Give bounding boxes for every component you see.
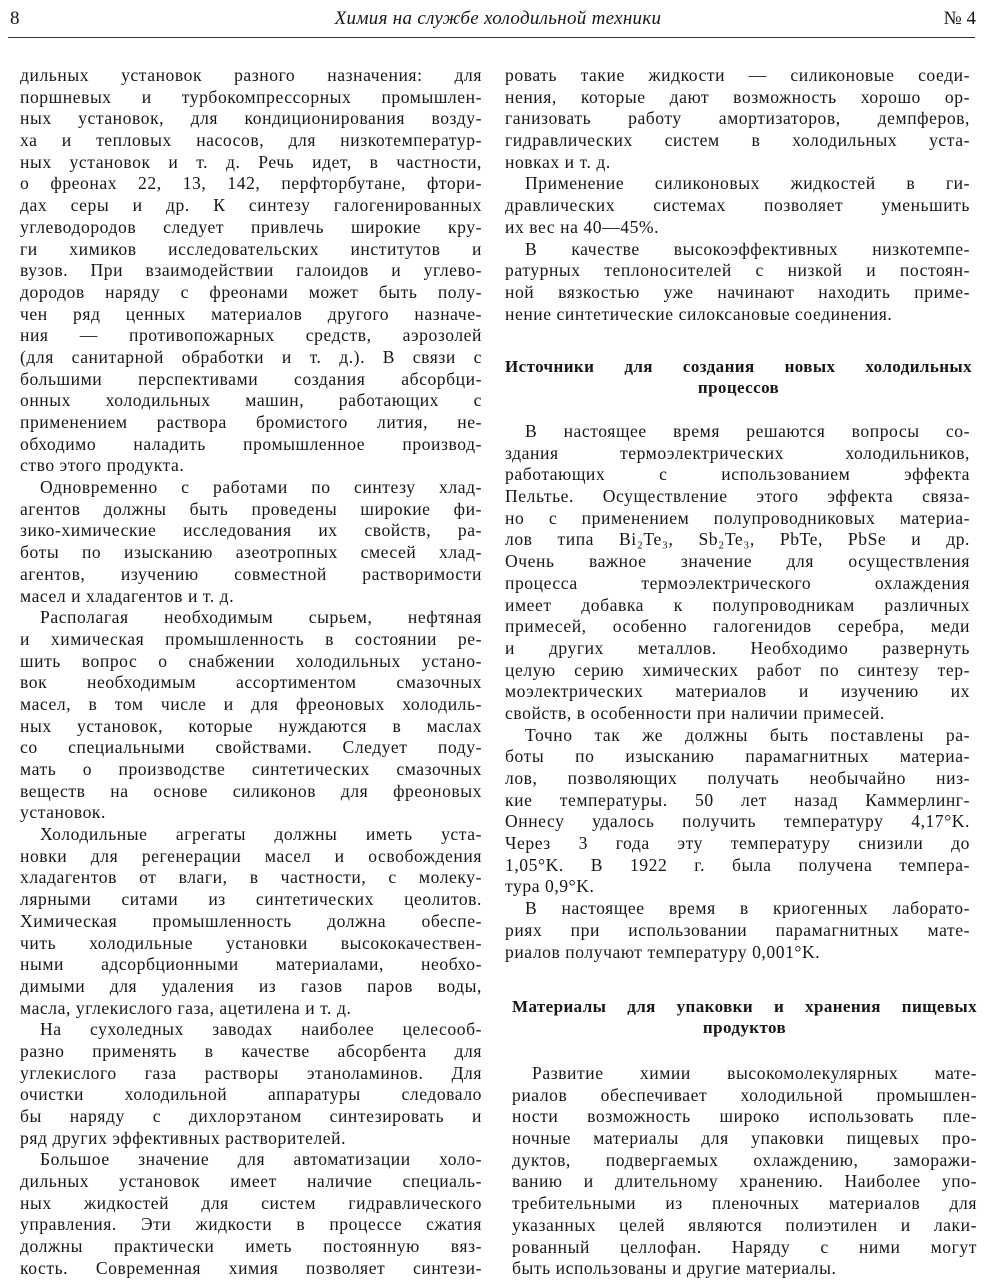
text-line: риалов получают температуру 0,001°K. (505, 941, 821, 962)
heading-line: продуктов (702, 1017, 787, 1037)
text-line: В качестве высокоэффективных низкотемпе- (525, 238, 970, 259)
text-line: со специальными свойствами. Следует поду- (20, 737, 482, 758)
text-line: вузов. При взаимодействии галоидов и углево- (20, 260, 482, 281)
paragraph (20, 1019, 482, 1149)
text-line: ряд других эффективных растворителей. (20, 1127, 347, 1148)
text-line: дородов наряду с фреонами может быть полу- (20, 281, 482, 302)
text-line: Химическая промышленность должна обеспе- (20, 910, 482, 931)
text-line: и химическая промышленность в состоянии ре- (20, 628, 482, 649)
text-line: дильных установок имеет наличие специаль- (20, 1171, 482, 1192)
text-line: нение синтетические силоксановые соединения. (505, 303, 893, 324)
text-line: моэлектрических материалов и изучению их (505, 681, 970, 702)
right-column-top (505, 65, 970, 325)
text-line: новках и т. д. (505, 151, 611, 172)
text-line: ных установок, которые нуждаются в маслах (20, 715, 482, 736)
text-line: примесей, особенно галогенидов серебра, меди (505, 616, 970, 637)
text-line: установок. (20, 802, 106, 823)
text-line: нения, которые дают возможность хорошо ор- (505, 86, 970, 107)
text-line: вок необходимым ассортиментом смазочных (20, 672, 482, 693)
text-line: Применение силиконовых жидкостей в ги- (525, 173, 970, 194)
paragraph (20, 477, 482, 607)
text-line: тура 0,9°K. (505, 876, 595, 897)
text-line: шить вопрос о снабжении холодильных устано- (20, 650, 482, 671)
paragraph (20, 65, 482, 477)
text-line: лов, позволяющих получать необычайно низ- (505, 768, 970, 788)
text-line: ратурных теплоносителей с низкой и постоян- (505, 260, 970, 281)
text-line: дуктов, подвергаемых охлаждению, заморажи- (512, 1149, 977, 1170)
text-line: новки для регенерации масел и освобождения (20, 845, 482, 866)
text-line: ванию и длительному хранению. Наиболее упо- (512, 1171, 977, 1192)
text-line: агентов должны быть проведены широкие фи- (20, 498, 482, 519)
paragraph (20, 607, 482, 824)
text-line: Одновременно с работами по синтезу хлад- (40, 477, 482, 498)
text-line: бы наряду с дихлорэтаном синтезировать и (20, 1106, 482, 1126)
paragraph (505, 898, 970, 963)
text-line: и других металлов. Необходимо развернуть (505, 637, 970, 658)
text-line: ных установок, для кондиционирования возду- (20, 108, 482, 129)
text-line: чен ряд ценных материалов другого назначе- (20, 303, 482, 324)
paragraph (512, 1063, 977, 1280)
text-line: целую серию химических работ по синтезу тер- (505, 659, 970, 680)
text-line: углекислого газа растворы этаноламинов. Для (20, 1062, 482, 1083)
issue-number: № 4 (943, 8, 976, 29)
text-line: требительными из пленочных материалов для (512, 1193, 977, 1214)
text-line: Через 3 года эту температуру снизили до (505, 833, 970, 854)
text-line: чить холодильные установки высококачествен- (20, 932, 482, 953)
paragraph (505, 173, 970, 238)
right-column-middle (505, 421, 970, 963)
text-line: Очень важное значение для осуществления (505, 551, 970, 572)
paragraph (505, 239, 970, 326)
text-line: углеводородов следует привлечь широкие кру- (20, 216, 482, 237)
text-line: гидравлических систем в холодильных уста- (505, 130, 970, 151)
text-line: дравлических системах позволяет уменьшить (505, 195, 970, 216)
text-line: мать о производстве синтетических смазочных (20, 759, 482, 779)
paragraph (505, 725, 970, 899)
text-line: боты по изысканию азеотропных смесей хлад- (20, 542, 482, 563)
text-line: ха и тепловых насосов, для низкотемператур- (20, 130, 482, 151)
text-line: работающих с использованием эффекта (505, 464, 970, 485)
heading-line: процессов (697, 377, 780, 397)
text-line: разно применять в качестве абсорбента для (20, 1040, 482, 1061)
text-line: их вес на 40—45%. (505, 216, 660, 237)
text-line: ной вязкостью уже начинают находить приме- (505, 281, 970, 302)
paragraph (505, 65, 970, 173)
text-line: ния — противопожарных средств, аэрозолей (20, 325, 482, 346)
text-line: ными адсорбционными материалами, необхо- (20, 954, 482, 975)
text-line: должны практически иметь постоянную вяз- (20, 1236, 482, 1257)
text-line: Точно так же должны быть поставлены ра- (525, 724, 970, 745)
text-line: применением раствора бромистого лития, не- (20, 412, 482, 432)
text-line: здания термоэлектрических холодильников, (505, 442, 970, 463)
text-line: поршневых и турбокомпрессорных промышлен- (20, 86, 482, 107)
text-line: масла, углекислого газа, ацетилена и т. д. (20, 997, 352, 1018)
right-column-bottom (512, 1063, 977, 1280)
text-line: боты по изысканию парамагнитных материа- (505, 746, 970, 767)
text-line: лярными ситами из синтетических цеолитов. (20, 889, 482, 910)
text-line: о фреонах 22, 13, 142, перфторбутане, фтори- (20, 173, 482, 194)
text-line: агентов, изучению совместной растворимости (20, 563, 482, 584)
running-title: Химия на службе холодильной техники (334, 8, 662, 29)
text-line: процесса термоэлектрического охлаждения (505, 572, 970, 593)
text-line: риях при использовании парамагнитных мате- (505, 919, 970, 940)
text-line: масел, в том числе и для фреоновых холодиль- (20, 693, 482, 714)
header-rule (8, 37, 975, 38)
text-line: Развитие химии высокомолекулярных мате- (532, 1063, 977, 1083)
text-line: В настоящее время решаются вопросы со- (525, 421, 970, 441)
text-line: дах серы и др. К синтезу галогенированных (20, 195, 482, 216)
text-line: хладагентов от влаги, в частности, с молеку- (20, 867, 482, 888)
text-line: На сухоледных заводах наиболее целесооб- (40, 1019, 482, 1040)
text-line: ганизовать работу амортизаторов, демпферов, (505, 108, 970, 129)
heading-line: Источники для создания новых холодильных (505, 357, 972, 376)
text-line: масел и хладагентов и т. д. (20, 585, 235, 606)
text-line: ство этого продукта. (20, 455, 185, 476)
text-line: очистки холодильной аппаратуры следовало (20, 1084, 482, 1105)
text-line: кость. Современная химия позволяет синтези- (20, 1257, 482, 1278)
text-line: ровать такие жидкости — силиконовые соеди- (505, 65, 970, 85)
text-line: лов типа Bi₂Te₃, Sb₂Te₃, PbTe, PbSe и др. (505, 529, 970, 550)
section-heading-sources (505, 357, 972, 398)
text-line: ности возможность широко использовать пле- (512, 1106, 977, 1127)
text-line: дильных установок разного назначения: для (20, 65, 482, 85)
paragraph (505, 421, 970, 725)
text-line: веществ на основе силиконов для фреоновых (20, 780, 482, 801)
text-line: большими перспективами создания абсорбци- (20, 368, 482, 389)
text-line: Оннесу удалось получить температуру 4,17°K. (505, 811, 970, 832)
text-line: (для санитарной обработки и т. д.). В связи с (20, 346, 482, 367)
text-line: свойств, в особенности при наличии примесей. (505, 702, 885, 723)
text-line: риалов обеспечивает холодильной промышлен- (512, 1084, 977, 1105)
text-line: Пельтье. Осуществление этого эффекта связа- (505, 486, 970, 507)
text-line: управления. Эти жидкости в процессе сжатия (20, 1214, 482, 1235)
text-line: Большое значение для автоматизации холо- (40, 1149, 482, 1170)
text-line: Располагая необходимым сырьем, нефтяная (40, 607, 482, 628)
text-line: ных установок и т. д. Речь идет, в частности, (20, 151, 482, 172)
text-line: но с применением полупроводниковых материа- (505, 507, 970, 528)
section-heading-packaging (512, 997, 977, 1038)
paragraph (20, 1149, 482, 1279)
text-line: димыми для удаления из газов паров воды, (20, 975, 482, 996)
text-line: имеет добавка к полупроводникам различных (505, 594, 970, 615)
heading-line: Материалы для упаковки и хранения пищевых (512, 997, 977, 1016)
text-line: В настоящее время в криогенных лаборато- (525, 898, 970, 919)
left-column (20, 65, 482, 1280)
text-line: рованный целлофан. Наряду с ними могут (512, 1236, 977, 1257)
page-number: 8 (10, 8, 20, 29)
text-line: обходимо наладить промышленное производ- (20, 433, 482, 454)
paragraph (20, 824, 482, 1019)
text-line: указанных целей являются полиэтилен и лаки- (512, 1214, 977, 1235)
text-line: Холодильные агрегаты должны иметь уста- (40, 824, 482, 845)
text-line: онных холодильных машин, работающих с (20, 390, 482, 411)
text-line: ги химиков исследовательских институтов и (20, 238, 482, 259)
text-line: ных жидкостей для систем гидравлического (20, 1192, 482, 1213)
text-line: быть использованы и другие материалы. (512, 1258, 837, 1279)
text-line: зико-химические исследования их свойств, ра- (20, 520, 482, 541)
text-line: 1,05°K. В 1922 г. была получена темпера- (505, 854, 970, 875)
text-line: ночные материалы для упаковки пищевых про- (512, 1128, 977, 1149)
text-line: кие температуры. 50 лет назад Каммерлинг- (505, 789, 970, 810)
